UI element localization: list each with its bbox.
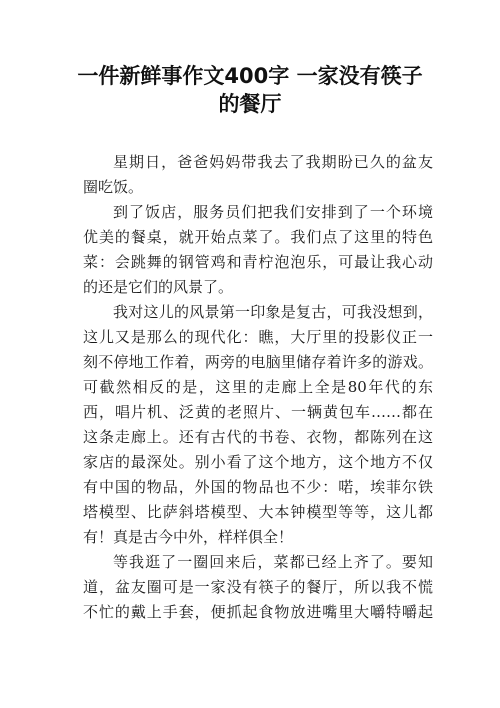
document-title (60, 62, 440, 118)
document-body (83, 150, 433, 625)
text-line: 这条走廊上。还有古代的书卷、衣物，都陈列在这 (83, 428, 433, 446)
text-line: 我对这儿的风景第一印象是复古，可我没想到， (113, 303, 433, 321)
paragraph-1 (83, 150, 433, 200)
text-line: 刻不停地工作着，两旁的电脑里储存着许多的游戏。 (83, 353, 433, 371)
text-line: 这儿又是那么的现代化：瞧，大厅里的投影仪正一 (83, 328, 433, 346)
text-line: 圈吃饭。 (83, 178, 144, 196)
text-line: 不忙的戴上手套，便抓起食物放进嘴里大嚼特嚼起 (83, 603, 433, 621)
text-line: 西，唱片机、泛黄的老照片、一辆黄包车……都在 (83, 403, 433, 421)
text-line: 菜：会跳舞的钢管鸡和青柠泡泡乐，可最让我心动 (83, 253, 433, 271)
title-line: 的餐厅 (218, 92, 282, 116)
text-line: 有中国的物品，外国的物品也不少：喏，埃菲尔铁 (83, 478, 433, 496)
text-line: 塔模型、比萨斜塔模型、大本钟模型等等，这儿都 (83, 503, 433, 521)
title-line: 一件新鲜事作文400字 一家没有筷子 (77, 64, 423, 88)
text-line: 等我逛了一圈回来后，菜都已经上齐了。要知 (113, 553, 433, 571)
text-line: 星期日，爸爸妈妈带我去了我期盼已久的盆友 (113, 153, 433, 171)
text-line: 有！真是古今中外，样样俱全！ (83, 528, 294, 546)
paragraph-2 (83, 200, 433, 300)
paragraph-3 (83, 300, 433, 550)
text-line: 道，盆友圈可是一家没有筷子的餐厅，所以我不慌 (83, 578, 433, 596)
text-line: 的还是它们的风景了。 (83, 278, 234, 296)
text-line: 到了饭店，服务员们把我们安排到了一个环境 (113, 203, 433, 221)
text-line: 可截然相反的是，这里的走廊上全是80年代的东 (83, 378, 433, 396)
text-line: 家店的最深处。别小看了这个地方，这个地方不仅 (83, 453, 433, 471)
text-line: 优美的餐桌，就开始点菜了。我们点了这里的特色 (83, 228, 433, 246)
paragraph-4 (83, 550, 433, 625)
